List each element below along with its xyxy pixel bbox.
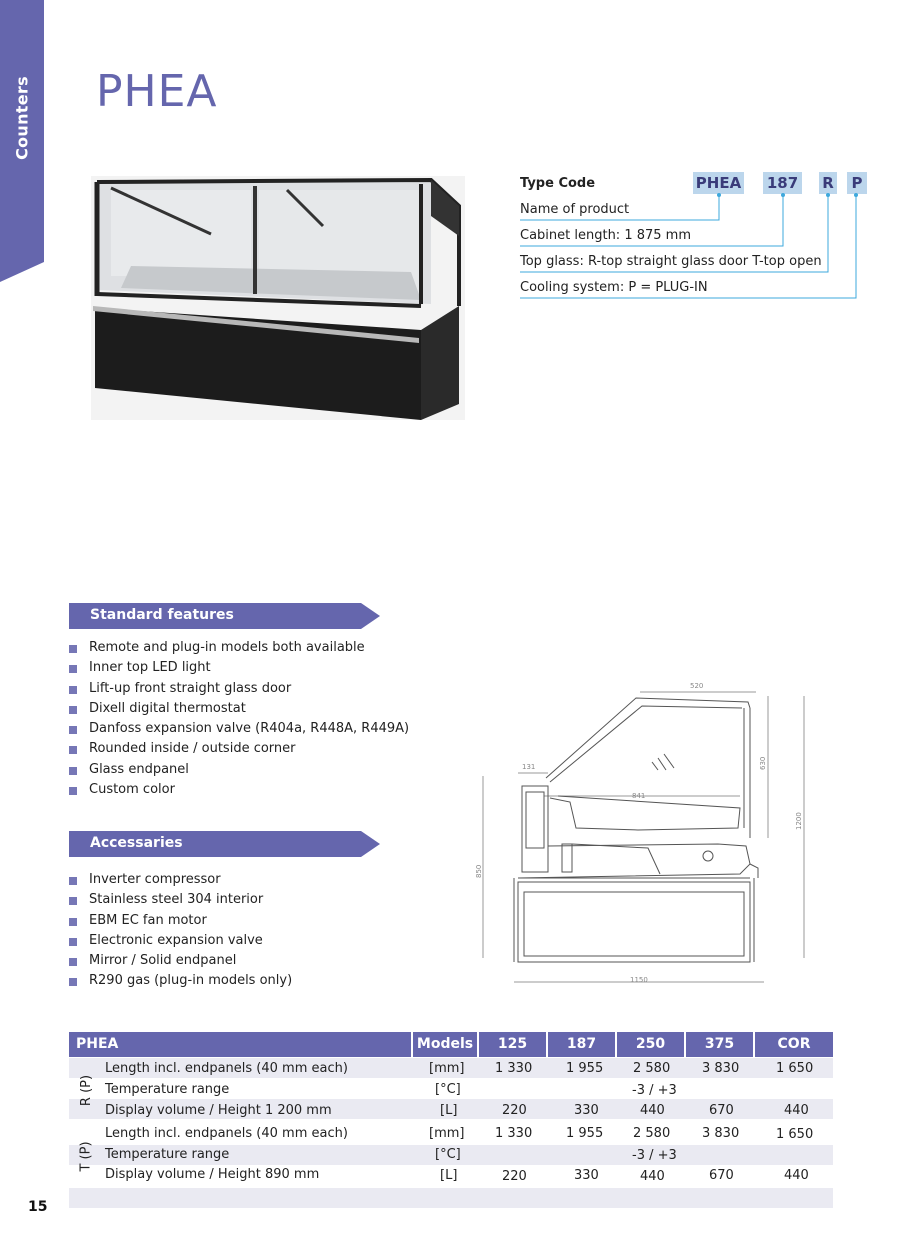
- spec-cell-value: 3 830: [702, 1126, 740, 1141]
- accessories-list: [69, 870, 292, 992]
- bullet-icon: [69, 978, 77, 986]
- dim-inner: 841: [632, 792, 646, 800]
- section-side-tab: [0, 0, 44, 282]
- list-item: Inner top LED light: [69, 658, 409, 678]
- bullet-icon: [69, 706, 77, 714]
- spec-cell-value: 2 580: [633, 1126, 671, 1141]
- spec-cell-value: 1 955: [566, 1126, 604, 1141]
- spec-table-model-187: 187: [548, 1032, 615, 1057]
- spec-cell-value: 1 650: [776, 1061, 814, 1076]
- list-item: Stainless steel 304 interior: [69, 890, 292, 910]
- spec-table-models-label: Models: [413, 1032, 477, 1057]
- bullet-icon: [69, 767, 77, 775]
- spec-row-unit: [L]: [440, 1168, 458, 1183]
- group-label-t: T (P): [78, 1141, 94, 1172]
- spec-cell-value: 670: [709, 1103, 734, 1118]
- list-item: Electronic expansion valve: [69, 931, 292, 951]
- spec-cell-value: 3 830: [702, 1061, 740, 1076]
- standard-features-header: [69, 603, 380, 629]
- spec-row-unit: [L]: [440, 1103, 458, 1118]
- spec-cell-value: 330: [574, 1103, 599, 1118]
- bullet-icon: [69, 686, 77, 694]
- bullet-icon: [69, 726, 77, 734]
- spec-row-label: Length incl. endpanels (40 mm each): [105, 1126, 348, 1141]
- spec-table-model-cor: COR: [755, 1032, 833, 1057]
- spec-cell-value: 1 650: [776, 1127, 814, 1142]
- accessories-title: Accessaries: [90, 835, 183, 851]
- bullet-icon: [69, 787, 77, 795]
- list-item: Danfoss expansion valve (R404a, R448A, R449A): [69, 719, 409, 739]
- list-item: Mirror / Solid endpanel: [69, 951, 292, 971]
- dim-depth: 1150: [630, 976, 648, 984]
- type-code-row-name: Name of product: [520, 202, 630, 217]
- spec-cell-value: 440: [784, 1168, 809, 1183]
- spec-row-unit: [mm]: [429, 1061, 465, 1076]
- group-label-r: R (P): [79, 1074, 95, 1107]
- page-title: PHEA: [96, 66, 218, 117]
- standard-features-title: Standard features: [90, 607, 234, 623]
- bullet-icon: [69, 877, 77, 885]
- dim-total-height: 1200: [795, 812, 803, 830]
- side-tab-label: Counters: [12, 76, 32, 160]
- row-shade: [69, 1188, 833, 1208]
- spec-row-label: Display volume / Height 890 mm: [105, 1167, 320, 1182]
- list-item: R290 gas (plug-in models only): [69, 971, 292, 991]
- dim-upper-height: 630: [759, 756, 767, 770]
- spec-row-unit: [°C]: [435, 1147, 461, 1162]
- list-item: Dixell digital thermostat: [69, 699, 409, 719]
- spec-row-unit: [mm]: [429, 1126, 465, 1141]
- type-code-glass: R: [819, 172, 837, 194]
- spec-row-label: Temperature range: [105, 1082, 230, 1097]
- spec-table-model-375: 375: [686, 1032, 753, 1057]
- bullet-icon: [69, 958, 77, 966]
- spec-cell-value: 1 955: [566, 1061, 604, 1076]
- spec-row-label: Temperature range: [105, 1147, 230, 1162]
- spec-row-label: Display volume / Height 1 200 mm: [105, 1103, 332, 1118]
- list-item: Remote and plug-in models both available: [69, 638, 409, 658]
- dim-base-height: 850: [475, 864, 483, 878]
- cross-section-drawing: [475, 678, 808, 988]
- type-code-heading: Type Code: [520, 176, 596, 191]
- spec-cell-value: 220: [502, 1169, 527, 1184]
- spec-cell-value: 220: [502, 1103, 527, 1118]
- spec-cell-value-merged: -3 / +3: [632, 1083, 677, 1098]
- spec-cell-value: 440: [640, 1103, 665, 1118]
- spec-table-title: PHEA: [69, 1032, 411, 1057]
- bullet-icon: [69, 645, 77, 653]
- spec-cell-value: 1 330: [495, 1126, 533, 1141]
- spec-cell-value: 440: [784, 1103, 809, 1118]
- accessories-header: [69, 831, 380, 857]
- spec-cell-value-merged: -3 / +3: [632, 1148, 677, 1163]
- spec-cell-value: 1 330: [495, 1061, 533, 1076]
- type-code-length: 187: [763, 172, 802, 194]
- list-item: Custom color: [69, 780, 409, 800]
- list-item: Rounded inside / outside corner: [69, 739, 409, 759]
- dim-left-step: 131: [522, 763, 536, 771]
- bullet-icon: [69, 918, 77, 926]
- spec-table-model-125: 125: [479, 1032, 546, 1057]
- bullet-icon: [69, 665, 77, 673]
- list-item: Lift-up front straight glass door: [69, 679, 409, 699]
- type-code-product: PHEA: [693, 172, 744, 194]
- spec-cell-value: 670: [709, 1168, 734, 1183]
- bullet-icon: [69, 746, 77, 754]
- spec-row-unit: [°C]: [435, 1082, 461, 1097]
- spec-table-model-250: 250: [617, 1032, 684, 1057]
- type-code-cooling: P: [847, 172, 867, 194]
- spec-row-label: Length incl. endpanels (40 mm each): [105, 1061, 348, 1076]
- page-number: 15: [28, 1199, 48, 1215]
- standard-features-list: [69, 638, 409, 800]
- spec-cell-value: 2 580: [633, 1061, 671, 1076]
- list-item: EBM EC fan motor: [69, 911, 292, 931]
- bullet-icon: [69, 938, 77, 946]
- bullet-icon: [69, 897, 77, 905]
- type-code-row-glass: Top glass: R-top straight glass door T-top open: [520, 254, 822, 269]
- spec-cell-value: 330: [574, 1168, 599, 1183]
- dim-top: 520: [690, 682, 704, 690]
- list-item: Glass endpanel: [69, 760, 409, 780]
- product-photo: [91, 176, 465, 420]
- type-code-row-length: Cabinet length: 1 875 mm: [520, 228, 691, 243]
- type-code-row-cooling: Cooling system: P = PLUG-IN: [520, 280, 708, 295]
- list-item: Inverter compressor: [69, 870, 292, 890]
- spec-cell-value: 440: [640, 1169, 665, 1184]
